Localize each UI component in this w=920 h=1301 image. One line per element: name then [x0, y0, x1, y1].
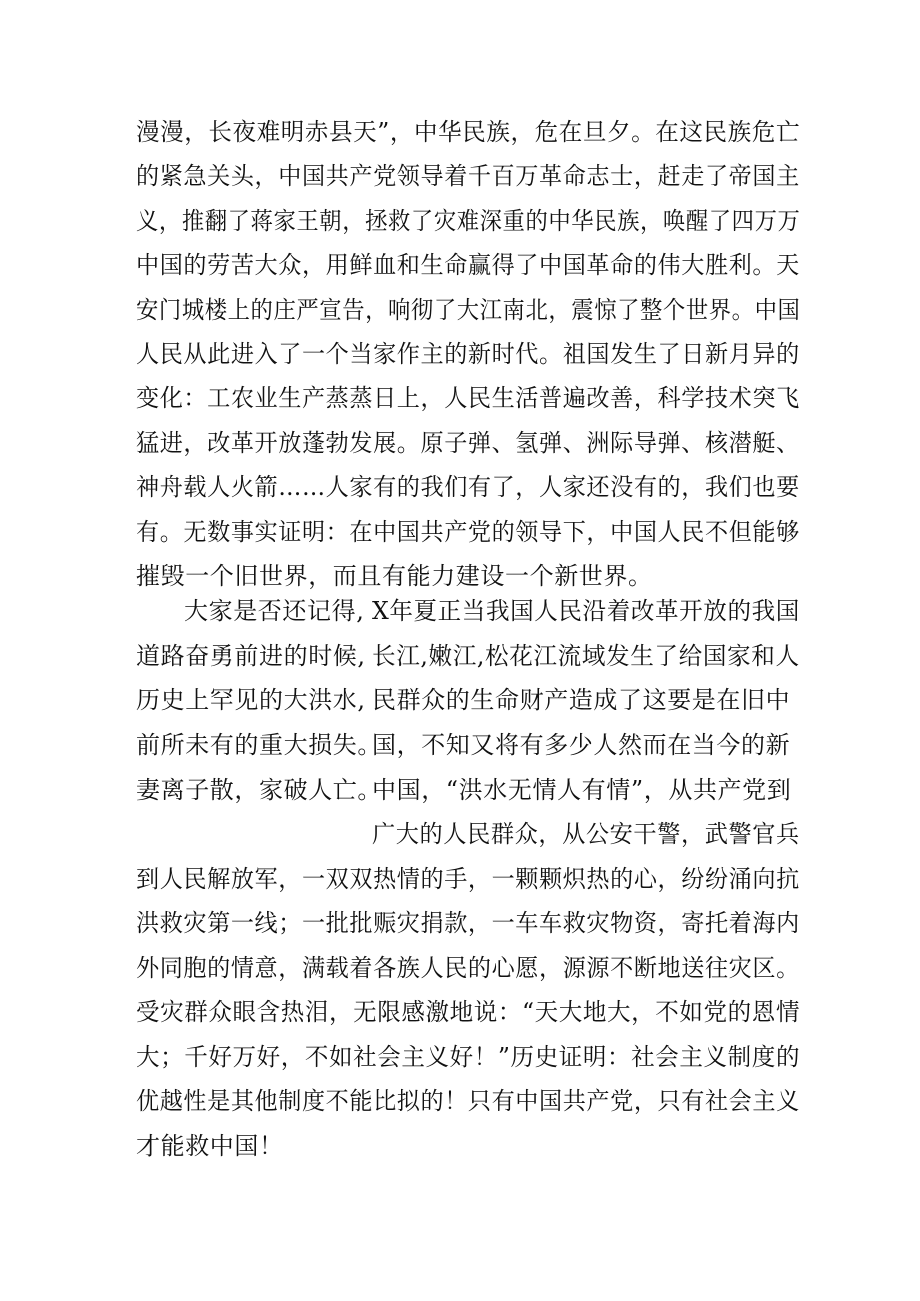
paragraph-line: 大；千好万好，不如社会主义好！”历史证明：社会主义制度的: [136, 1043, 801, 1071]
column-line: 历史上罕见的大洪水,: [136, 686, 366, 714]
paragraph-line: 变化：工农业生产蒸蒸日上，人民生活普遍改善，科学技术突飞: [136, 384, 800, 412]
paragraph-line: 优越性是其他制度不能比拟的！只有中国共产党，只有社会主义: [136, 1087, 800, 1115]
paragraph-line: 的紧急关头，中国共产党领导着千百万革命志士，赶走了帝国主: [136, 162, 800, 190]
paragraph-line: 安门城楼上的庄严宣告，响彻了大江南北，震惊了整个世界。中国: [136, 296, 801, 324]
column-line: 广大的人民群众，从公安干警，武警官兵: [372, 820, 800, 848]
column-line: 长江,嫩江,松花江流域发生了给国家和人: [372, 642, 800, 670]
paragraph-line: 到人民解放军，一双双热情的手，一颗颗炽热的心，纷纷涌向抗: [136, 865, 800, 893]
paragraph-line: 有。无数事实证明：在中国共产党的领导下，中国人民不但能够: [136, 518, 800, 546]
column-line: 民群众的生命财产造成了这要是在旧中: [372, 686, 791, 714]
column-line: X年夏正当我国人民沿着改革开放的我国: [372, 597, 800, 625]
paragraph-line: 外同胞的情意，满载着各族人民的心愿，源源不断地送往灾区。: [136, 954, 800, 982]
column-line: 大家是否还记得,: [184, 597, 365, 625]
paragraph-line: 神舟载人火箭……人家有的我们有了，人家还没有的，我们也要: [136, 473, 800, 501]
paragraph-line: 漫漫，长夜难明赤县天”，中华民族，危在旦夕。在这民族危亡: [136, 118, 801, 146]
column-line: 国，不知又将有多少人然而在当今的新: [372, 731, 791, 759]
paragraph-line: 摧毁一个旧世界，而且有能力建设一个新世界。: [136, 562, 653, 590]
paragraph-line: 才能救中国！: [136, 1132, 284, 1160]
paragraph-line: 中国的劳苦大众，用鲜血和生命赢得了中国革命的伟大胜利。天: [136, 251, 800, 279]
column-line: 前所未有的重大损失。: [136, 731, 382, 759]
column-line: 道路奋勇前进的时候,: [136, 642, 366, 670]
paragraph-line: 猛进，改革开放蓬勃发展。原子弹、氢弹、洲际导弹、核潜艇、: [136, 429, 800, 457]
column-line: 妻离子散，家破人亡。: [136, 776, 382, 804]
paragraph-line: 义，推翻了蒋家王朝，拯救了灾难深重的中华民族，唤醒了四万万: [136, 207, 801, 235]
paragraph-line: 洪救灾第一线；一批批赈灾捐款，一车车救灾物资，寄托着海内: [136, 909, 800, 937]
column-line: 中国，“洪水无情人有情”，从共产党到: [372, 776, 792, 804]
paragraph-line: 人民从此进入了一个当家作主的新时代。祖国发生了日新月异的: [136, 340, 800, 368]
paragraph-line: 受灾群众眼含热泪，无限感激地说：“天大地大，不如党的恩情: [136, 998, 801, 1026]
